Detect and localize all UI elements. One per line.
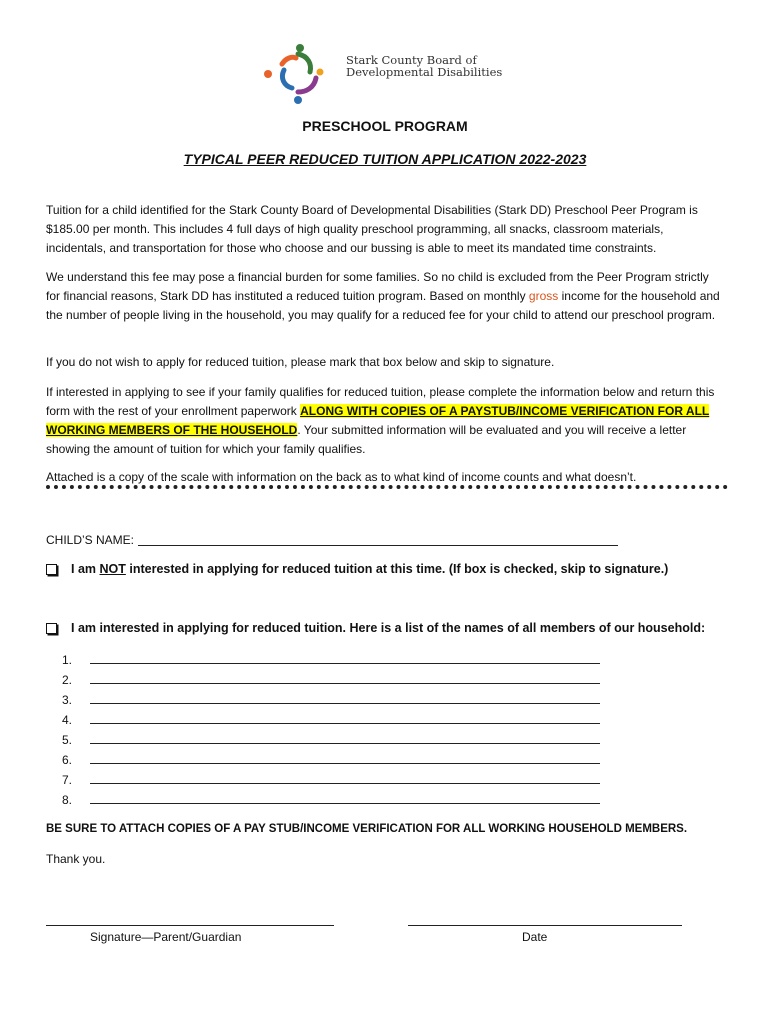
child-name-label: CHILD’S NAME: [46, 533, 135, 547]
member-name-input[interactable] [90, 670, 600, 684]
paragraph-text: We understand this fee may pose a financial burden for some families. So no child is excluded from the Peer Program strictly for financial reasons, Stark DD has instituted a reduced tuition program. Based on monthly [46, 270, 709, 303]
paystub-requirement-highlight: ALONG WITH COPIES OF A PAYSTUB/INCOME VERIFICATION FOR ALL WORKING MEMBERS OF THE HOUSEHOLD [46, 404, 710, 437]
member-number: 2. [62, 673, 73, 687]
member-name-input[interactable] [90, 730, 600, 744]
signature-input[interactable] [46, 925, 334, 926]
member-name-input[interactable] [90, 710, 600, 724]
paragraph-text: income for the household and the number of people living in the household, you may qualify for a reduced fee for your child to attend our preschool program. [46, 289, 720, 322]
not-emphasis: NOT [99, 562, 126, 576]
list-item [62, 670, 600, 690]
thank-you-text: Thank you. [46, 852, 106, 866]
member-name-input[interactable] [90, 650, 600, 664]
scale-attached-paragraph: Attached is a copy of the scale with information on the back as to what kind of income counts and what doesn’t. [46, 470, 637, 484]
child-name-input[interactable] [138, 533, 618, 546]
option-text: interested in applying for reduced tuition at this time. (If box is checked, skip to signature.) [125, 562, 669, 576]
household-members-list [62, 650, 600, 810]
member-name-input[interactable] [90, 750, 600, 764]
paragraph-text: If interested in applying to see if your family qualifies for reduced tuition, please complete the information below and return this form with the rest of your enrollment paperwork [46, 385, 715, 418]
attach-copies-note: BE SURE TO ATTACH COPIES OF A PAY STUB/INCOME VERIFICATION FOR ALL WORKING HOUSEHOLD MEMBERS. [46, 823, 688, 835]
option-text: I am interested in applying for reduced tuition. Here is a list of the names of all members of our household: [71, 621, 706, 635]
page-subtitle: TYPICAL PEER REDUCED TUITION APPLICATION 2022-2023 [183, 151, 587, 167]
tuition-paragraph: Tuition for a child identified for the Stark County Board of Developmental Disabilities (Stark DD) Preschool Peer Program is $185.00 per month. This includes 4 full days of high quality preschool programming, all snacks, classroom materials, incidentals, and transportation for those who choose and our bussing is able to meet its mandated time constraints. [46, 203, 698, 255]
list-item [62, 650, 600, 670]
member-number: 4. [62, 713, 73, 727]
child-name-field [46, 533, 618, 547]
signature-label: Signature—Parent/Guardian [90, 930, 242, 944]
date-input[interactable] [408, 925, 682, 926]
gross-highlight: gross [528, 289, 559, 303]
list-item [62, 730, 600, 750]
logo-text [346, 54, 502, 78]
logo-line-1: Stark County Board of [346, 53, 477, 67]
member-name-input[interactable] [90, 690, 600, 704]
paragraph-text: . Your submitted information will be evaluated and you will receive a letter showing the amount of tuition for which your family qualifies. [46, 423, 687, 456]
interested-option [46, 621, 705, 635]
stark-dd-logo [258, 42, 510, 106]
list-item [62, 690, 600, 710]
list-item [62, 710, 600, 730]
list-item [62, 770, 600, 790]
member-number: 8. [62, 793, 73, 807]
skip-instruction-paragraph: If you do not wish to apply for reduced tuition, please mark that box below and skip to signature. [46, 355, 555, 369]
member-name-input[interactable] [90, 770, 600, 784]
list-item [62, 790, 600, 810]
logo-mark-icon [258, 42, 342, 106]
list-item [62, 750, 600, 770]
interested-checkbox[interactable] [46, 623, 57, 634]
member-number: 3. [62, 693, 73, 707]
not-interested-option [46, 562, 668, 576]
member-number: 1. [62, 653, 73, 667]
member-number: 7. [62, 773, 73, 787]
member-number: 5. [62, 733, 73, 747]
logo-line-2: Developmental Disabilities [346, 65, 503, 79]
page-title: PRESCHOOL PROGRAM [302, 118, 468, 134]
apply-instruction-paragraph [46, 383, 726, 459]
member-name-input[interactable] [90, 790, 600, 804]
option-text: I am [71, 562, 100, 576]
financial-burden-paragraph [46, 268, 726, 325]
member-number: 6. [62, 753, 73, 767]
dotted-divider [46, 485, 728, 489]
date-label: Date [522, 930, 548, 944]
not-interested-checkbox[interactable] [46, 564, 57, 575]
